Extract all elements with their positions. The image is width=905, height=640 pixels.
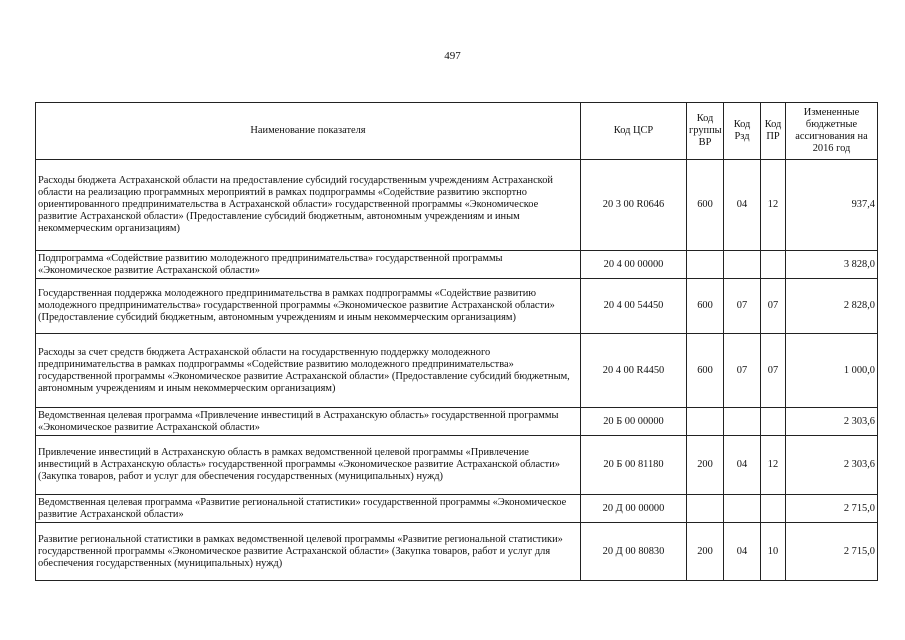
row-csr: 20 Б 00 00000	[581, 408, 687, 436]
table-row	[36, 436, 878, 495]
row-vr: 600	[687, 160, 724, 251]
row-rzd	[724, 251, 761, 279]
row-vr	[687, 251, 724, 279]
table-row	[36, 495, 878, 523]
row-vr: 200	[687, 436, 724, 495]
header-csr: Код ЦСР	[581, 103, 687, 160]
row-csr: 20 4 00 00000	[581, 251, 687, 279]
header-rzd: Код Рзд	[724, 103, 761, 160]
page-number: 497	[444, 50, 461, 62]
row-csr: 20 Б 00 81180	[581, 436, 687, 495]
row-csr: 20 Д 00 80830	[581, 523, 687, 581]
row-name: Государственная поддержка молодежного предпринимательства в рамках подпрограммы «Содействие развитию молодежного предпринимательства» государственной программы «Экономическое развитие Астраханской области» (Предоставление субсидий бюджетным, автономным учреждениям и иным некоммерческим организациям)	[36, 279, 581, 334]
row-pr: 12	[761, 160, 786, 251]
row-vr: 600	[687, 279, 724, 334]
header-vr: Код группы ВР	[687, 103, 724, 160]
row-vr: 600	[687, 334, 724, 408]
row-rzd: 04	[724, 436, 761, 495]
table-header-row	[36, 103, 878, 160]
row-vr: 200	[687, 523, 724, 581]
table-row	[36, 408, 878, 436]
header-amount: Измененные бюджетные ассигнования на 2016 год	[786, 103, 878, 160]
row-pr: 07	[761, 334, 786, 408]
row-pr: 10	[761, 523, 786, 581]
row-name: Расходы бюджета Астраханской области на предоставление субсидий государственным учреждениям Астраханской области на реализацию программных мероприятий в рамках подпрограммы «Содействие развитию экспортно ориентированного предпринимательства в Астраханской области» государственной программы «Экономическое развитие Астраханской области» (Предоставление субсидий бюджетным, автономным учреждениям и иным некоммерческим организациям)	[36, 160, 581, 251]
row-rzd: 04	[724, 523, 761, 581]
row-pr: 07	[761, 279, 786, 334]
row-pr	[761, 408, 786, 436]
row-amount: 937,4	[786, 160, 878, 251]
row-amount: 2 303,6	[786, 436, 878, 495]
row-amount: 2 828,0	[786, 279, 878, 334]
row-rzd: 07	[724, 279, 761, 334]
row-rzd	[724, 408, 761, 436]
row-name: Развитие региональной статистики в рамках ведомственной целевой программы «Развитие региональной статистики» государственной программы «Экономическое развитие Астраханской области» (Закупка товаров, работ и услуг для обеспечения государственных (муниципальных) нужд)	[36, 523, 581, 581]
row-pr: 12	[761, 436, 786, 495]
row-pr	[761, 495, 786, 523]
row-csr: 20 Д 00 00000	[581, 495, 687, 523]
row-name: Подпрограмма «Содействие развитию молодежного предпринимательства» государственной программы «Экономическое развитие Астраханской области»	[36, 251, 581, 279]
row-name: Ведомственная целевая программа «Развитие региональной статистики» государственной программы «Экономическое развитие Астраханской области»	[36, 495, 581, 523]
row-amount: 3 828,0	[786, 251, 878, 279]
row-name: Ведомственная целевая программа «Привлечение инвестиций в Астраханскую область» государственной программы «Экономическое развитие Астраханской области»	[36, 408, 581, 436]
row-amount: 2 303,6	[786, 408, 878, 436]
row-csr: 20 3 00 R0646	[581, 160, 687, 251]
row-name: Расходы за счет средств бюджета Астраханской области на государственную поддержку молодежного предпринимательства в рамках подпрограммы «Содействие развитию молодежного предпринимательства» государственной программы «Экономическое развитие Астраханской области» (Предоставление субсидий бюджетным, автономным учреждениям и иным некоммерческим организациям)	[36, 334, 581, 408]
table-row	[36, 160, 878, 251]
row-amount: 2 715,0	[786, 495, 878, 523]
budget-table	[35, 102, 878, 581]
table-row	[36, 279, 878, 334]
table-row	[36, 523, 878, 581]
header-pr: Код ПР	[761, 103, 786, 160]
table-row	[36, 251, 878, 279]
table-row	[36, 334, 878, 408]
row-amount: 1 000,0	[786, 334, 878, 408]
row-csr: 20 4 00 54450	[581, 279, 687, 334]
row-amount: 2 715,0	[786, 523, 878, 581]
header-name: Наименование показателя	[36, 103, 581, 160]
row-vr	[687, 495, 724, 523]
row-rzd: 07	[724, 334, 761, 408]
row-vr	[687, 408, 724, 436]
row-name: Привлечение инвестиций в Астраханскую область в рамках ведомственной целевой программы «Привлечение инвестиций в Астраханскую область» государственной программы «Экономическое развитие Астраханской области» (Закупка товаров, работ и услуг для обеспечения государственных (муниципальных) нужд)	[36, 436, 581, 495]
row-rzd: 04	[724, 160, 761, 251]
row-rzd	[724, 495, 761, 523]
row-csr: 20 4 00 R4450	[581, 334, 687, 408]
row-pr	[761, 251, 786, 279]
